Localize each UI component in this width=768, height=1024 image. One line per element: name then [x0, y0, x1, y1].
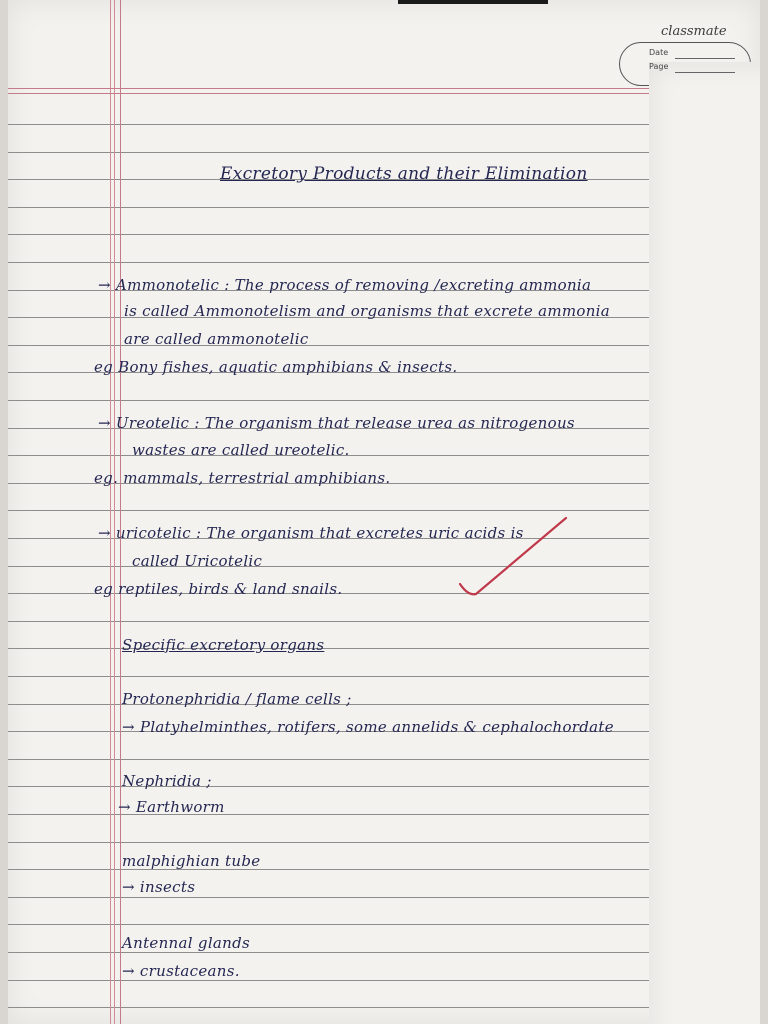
line-uricotelic-cont: called Uricotelic: [132, 552, 263, 570]
organ-nephridia-examples: → Earthworm: [118, 798, 225, 816]
page-rule: [675, 72, 735, 73]
line-ammonotelic-eg: eg Bony fishes, aquatic amphibians & insects.: [94, 358, 458, 376]
organ-antennal-examples: → crustaceans.: [122, 962, 240, 980]
header-line-2: [8, 93, 760, 94]
organ-protonephridia-examples: → Platyhelminthes, rotifers, some annelids & cephalochordate: [122, 718, 614, 736]
organ-antennal: Antennal glands: [122, 934, 251, 952]
organ-protonephridia: Protonephridia / flame cells ;: [122, 690, 352, 708]
line-ammonotelic-cont2: are called ammonotelic: [124, 330, 309, 348]
section-heading-organs: Specific excretory organs: [122, 636, 325, 654]
page-title: Excretory Products and their Elimination: [220, 164, 588, 184]
date-rule: [675, 58, 735, 59]
organ-malpighian: malphighian tube: [122, 852, 261, 870]
top-edge-shadow: [398, 0, 548, 4]
margin-line-right: [114, 0, 115, 1024]
line-ureotelic-cont: wastes are called ureotelic.: [132, 441, 350, 459]
page-label: Page: [649, 62, 760, 1024]
organ-nephridia: Nephridia ;: [122, 772, 212, 790]
brand-name: classmate: [661, 24, 727, 39]
organ-malpighian-examples: → insects: [122, 878, 196, 896]
line-ammonotelic-cont1: is called Ammonotelism and organisms that excrete ammonia: [124, 302, 611, 320]
classmate-logo: [613, 22, 753, 92]
line-ammonotelic-def: → Ammonotelic : The process of removing /excreting ammonia: [98, 276, 592, 294]
line-uricotelic-def: → uricotelic : The organism that excretes uric acids is: [98, 524, 524, 542]
date-label: Date: [649, 48, 669, 57]
margin-line-left: [110, 0, 111, 1024]
line-ureotelic-def: → Ureotelic : The organism that release urea as nitrogenous: [98, 414, 575, 432]
teacher-checkmark: [454, 512, 574, 602]
line-ureotelic-eg: eg. mammals, terrestrial amphibians.: [94, 469, 391, 487]
notebook-page: [8, 0, 760, 1024]
line-uricotelic-eg: eg reptiles, birds & land snails.: [94, 580, 343, 598]
margin-line-top: [120, 0, 121, 1024]
